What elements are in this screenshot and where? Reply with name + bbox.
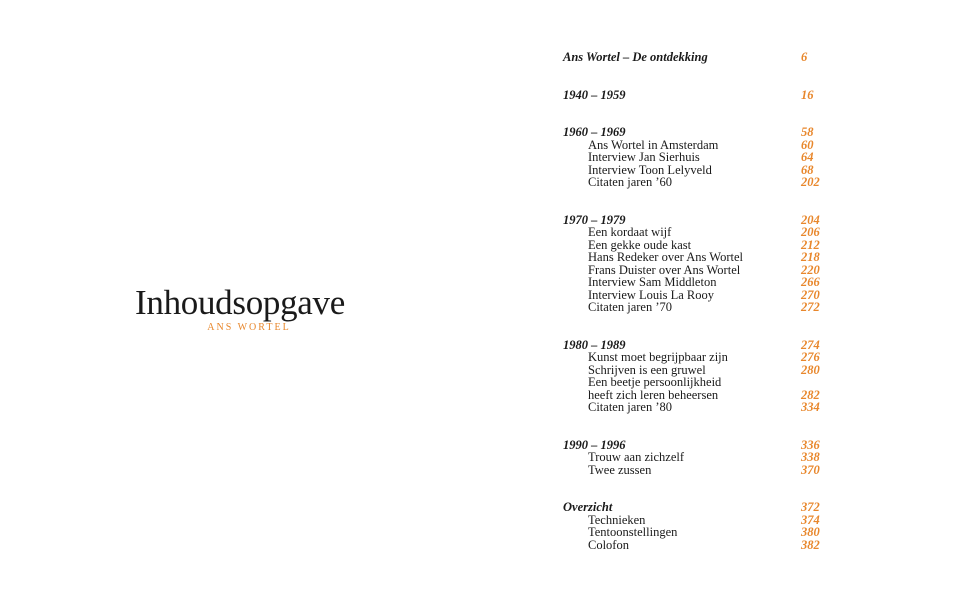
toc-item-text: Schrijven is een gruwel <box>588 362 706 377</box>
toc-item[interactable] <box>563 151 833 164</box>
toc-section <box>563 126 833 189</box>
toc-page-number: 218 <box>801 250 820 264</box>
toc-page-number: 382 <box>801 537 820 552</box>
toc-item-text: Ans Wortel in Amsterdam <box>588 137 719 152</box>
toc-page-number: 370 <box>801 462 820 477</box>
toc-item-text: Citaten jaren ’60 <box>588 175 672 189</box>
toc-item-text: heeft zich leren beheersen <box>588 387 719 402</box>
toc-item-text: Trouw aan zichzelf <box>588 450 685 464</box>
toc-item[interactable] <box>563 464 833 477</box>
toc-heading-text: Overzicht <box>563 500 613 514</box>
toc-item-text: Hans Redeker over Ans Wortel <box>588 250 743 264</box>
toc-heading-text: Ans Wortel – De ontdekking <box>563 50 708 64</box>
toc-item[interactable] <box>563 376 833 389</box>
toc-page-number: 272 <box>801 300 820 314</box>
toc-item[interactable] <box>563 401 833 414</box>
toc-section-heading[interactable] <box>563 51 833 64</box>
toc-item[interactable] <box>563 451 833 464</box>
toc-item-text: Kunst moet begrijpbaar zijn <box>588 350 728 364</box>
toc-item-text: Interview Louis La Rooy <box>588 287 715 302</box>
toc-page-number: 220 <box>801 262 820 277</box>
toc-item-text: Tentoonstellingen <box>588 525 678 539</box>
toc-section-heading[interactable] <box>563 126 833 139</box>
toc-item[interactable] <box>563 276 833 289</box>
toc-page-number: 374 <box>801 512 820 527</box>
toc-item-text: Citaten jaren ’70 <box>588 300 672 314</box>
toc-page-number: 266 <box>801 275 820 289</box>
toc-page-number: 58 <box>801 125 814 139</box>
toc-item-text: Frans Duister over Ans Wortel <box>588 262 741 277</box>
toc-item-text: Een kordaat wijf <box>588 225 672 239</box>
toc-heading-text: 1970 – 1979 <box>563 212 626 227</box>
toc-page-number: 68 <box>801 162 814 177</box>
toc-page-number: 202 <box>801 175 820 189</box>
toc-page-number: 206 <box>801 225 820 239</box>
toc-item-text: Technieken <box>588 512 646 527</box>
toc-page-number: 6 <box>801 50 808 64</box>
toc-page-number: 372 <box>801 500 820 514</box>
toc-page-number: 334 <box>801 400 820 414</box>
toc-section <box>563 501 833 551</box>
toc-page-number: 274 <box>801 337 820 352</box>
toc-page-number: 338 <box>801 450 820 464</box>
toc-item-text: Twee zussen <box>588 462 652 477</box>
toc-page-number: 380 <box>801 525 820 539</box>
toc-item-text: Citaten jaren ’80 <box>588 400 672 414</box>
toc-heading-text: 1980 – 1989 <box>563 337 626 352</box>
toc-page-number: 60 <box>801 137 814 152</box>
toc-heading-text: 1940 – 1959 <box>563 87 626 102</box>
toc-page-number: 212 <box>801 237 820 252</box>
toc-section <box>563 89 833 102</box>
toc-section <box>563 439 833 477</box>
toc-item[interactable] <box>563 539 833 552</box>
toc-section <box>563 51 833 64</box>
toc-item[interactable] <box>563 351 833 364</box>
toc-page-number: 270 <box>801 287 820 302</box>
toc-item[interactable] <box>563 251 833 264</box>
toc-section <box>563 339 833 414</box>
toc-item-text: Interview Jan Sierhuis <box>588 150 700 164</box>
toc-item-text: Colofon <box>588 537 629 552</box>
page-subtitle: ANS WORTEL <box>207 322 291 333</box>
title-block <box>120 284 360 333</box>
toc-page-number: 336 <box>801 437 820 452</box>
toc-item[interactable] <box>563 301 833 314</box>
table-of-contents <box>563 51 833 551</box>
toc-page-number: 280 <box>801 362 820 377</box>
toc-item[interactable] <box>563 226 833 239</box>
toc-heading-text: 1960 – 1969 <box>563 125 626 139</box>
toc-item[interactable] <box>563 526 833 539</box>
toc-section-heading[interactable] <box>563 89 833 102</box>
toc-item-text: Een gekke oude kast <box>588 237 692 252</box>
toc-page-number: 204 <box>801 212 820 227</box>
toc-section-heading[interactable] <box>563 501 833 514</box>
toc-page-number: 16 <box>801 87 814 102</box>
toc-page-number: 64 <box>801 150 814 164</box>
toc-heading-text: 1990 – 1996 <box>563 437 626 452</box>
toc-item[interactable] <box>563 176 833 189</box>
toc-page-number: 282 <box>801 387 820 402</box>
toc-item-text: Een beetje persoonlijkheid <box>588 375 722 389</box>
toc-section <box>563 214 833 314</box>
toc-item-text: Interview Toon Lelyveld <box>588 162 712 177</box>
page-title: Inhoudsopgave <box>135 283 345 322</box>
toc-page-number: 276 <box>801 350 820 364</box>
toc-item-text: Interview Sam Middleton <box>588 275 717 289</box>
